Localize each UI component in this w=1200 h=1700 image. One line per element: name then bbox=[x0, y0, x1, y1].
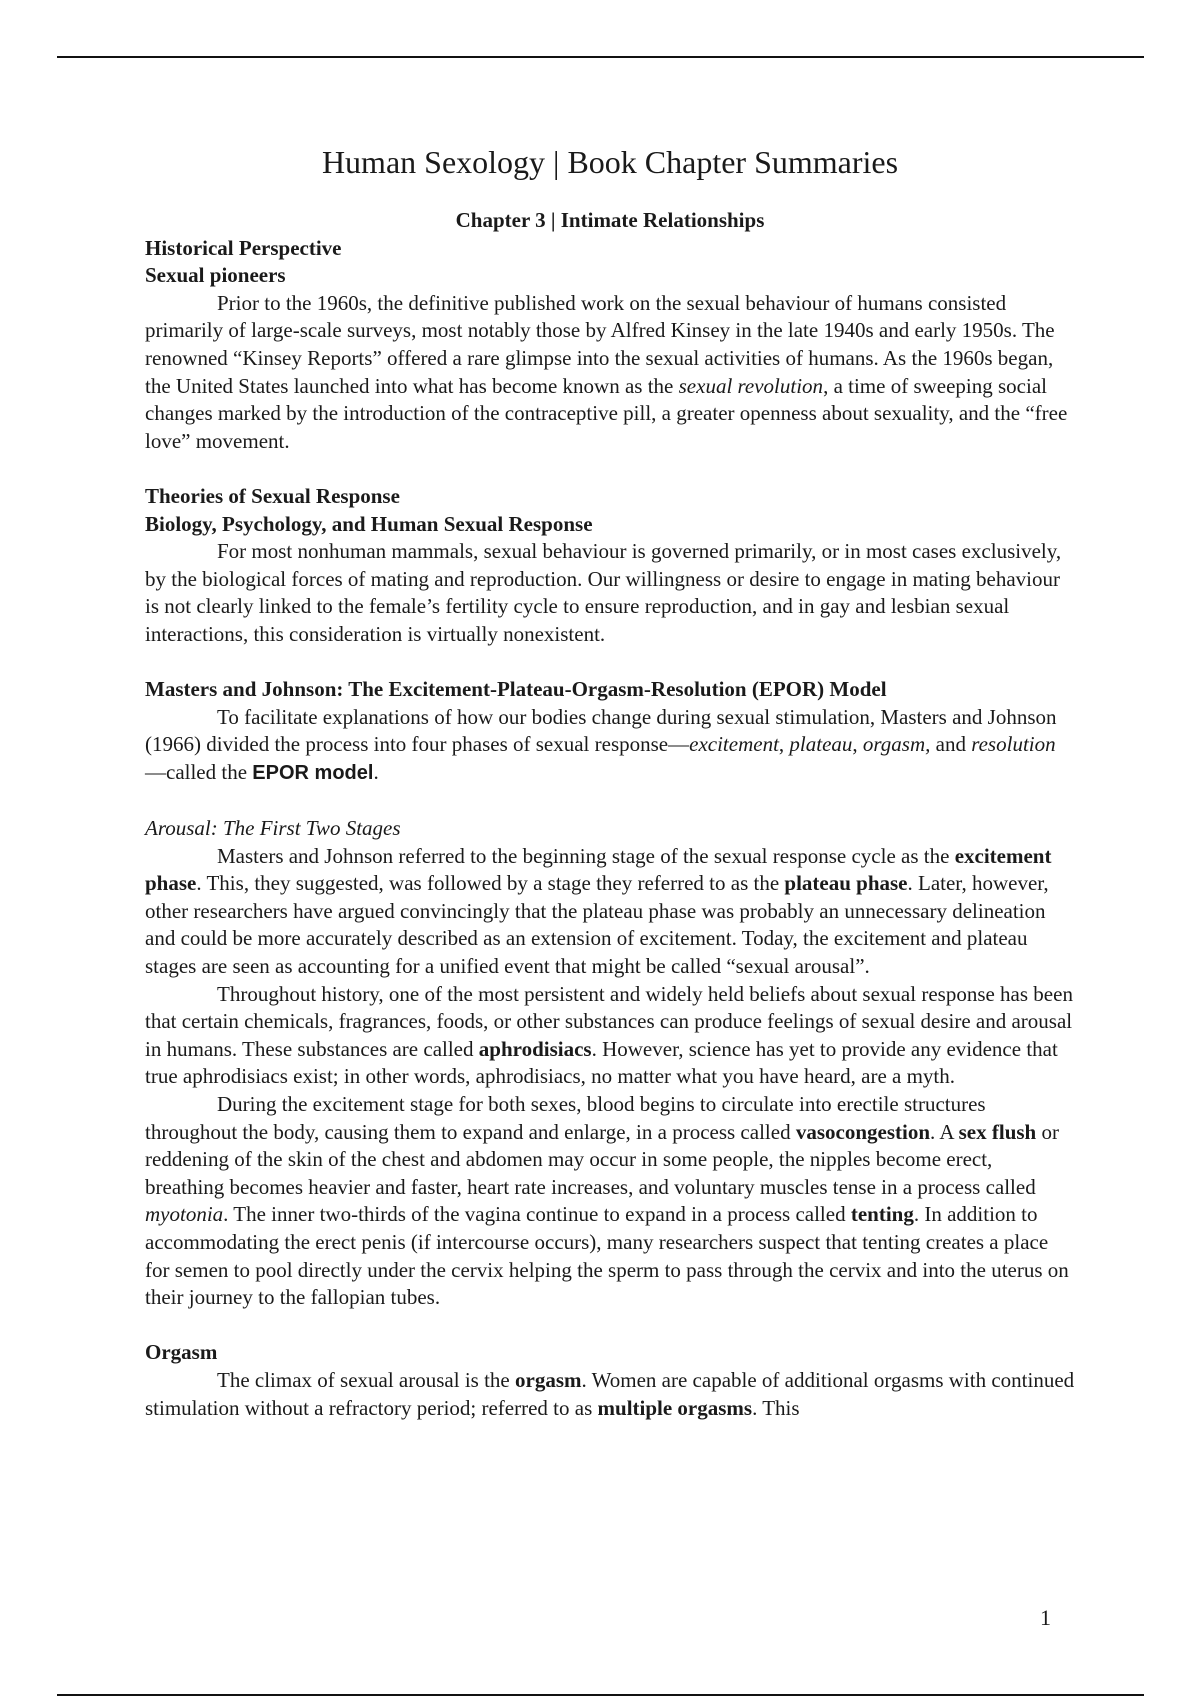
paragraph-arousal-1: Masters and Johnson referred to the beginning stage of the sexual response cycle as the excitement phase. This, they suggested, was followed by a stage they referred to as the plateau phase. Later, however, other researchers have argued convincingly that the plateau phase was probably an unnecessary delineation and could be more accurately described as an extension of excitement. Today, the excitement and plateau stages are seen as accounting for a unified event that might be called “sexual arousal”. bbox=[145, 843, 1052, 979]
page-number: 1 bbox=[1040, 1605, 1051, 1630]
paragraph-sexual-pioneers: Prior to the 1960s, the definitive published work on the sexual behaviour of humans consisted primarily of large-scale surveys, most notably those by Alfred Kinsey in the late 1940s and early 1950s. The renowned “Kinsey Reports” offered a rare glimpse into the sexual activities of humans. As the 1960s began, the United States launched into what has become known as the sexual revolution, a time of sweeping social changes marked by the introduction of the contraceptive pill, a greater openness about sexuality, and the “free love” movement. bbox=[145, 290, 1068, 453]
section-heading-theories: Theories of Sexual Response bbox=[145, 483, 400, 508]
chapter-heading: Chapter 3 | Intimate Relationships bbox=[455, 208, 765, 232]
subheading-sexual-pioneers: Sexual pioneers bbox=[145, 263, 286, 288]
document-title: Human Sexology | Book Chapter Summaries bbox=[321, 144, 899, 180]
top-rule bbox=[57, 56, 1144, 58]
section-heading-historical: Historical Perspective bbox=[145, 235, 342, 260]
subheading-biology-psychology: Biology, Psychology, and Human Sexual Response bbox=[145, 511, 593, 536]
paragraph-epor: To facilitate explanations of how our bodies change during sexual stimulation, Masters and Johnson (1966) divided the process into four phases of sexual response—excitement, plateau, orgasm, and resolution—called the EPOR model. bbox=[145, 704, 1057, 784]
section-heading-orgasm: Orgasm bbox=[145, 1340, 218, 1365]
section-heading-arousal: Arousal: The First Two Stages bbox=[145, 816, 401, 841]
section-heading-epor: Masters and Johnson: The Excitement-Plateau-Orgasm-Resolution (EPOR) Model bbox=[145, 677, 887, 702]
paragraph-biology: For most nonhuman mammals, sexual behaviour is governed primarily, or in most cases exclusively, by the biological forces of mating and reproduction. Our willingness or desire to engage in mating behaviour is not clearly linked to the female’s fertility cycle to ensure reproduction, and in gay and lesbian sexual interactions, this consideration is virtually nonexistent. bbox=[145, 539, 1062, 646]
document-page bbox=[145, 140, 1075, 1422]
paragraph-arousal-3: During the excitement stage for both sexes, blood begins to circulate into erectile structures throughout the body, causing them to expand and enlarge, in a process called vasocongestion. A sex flush or reddening of the skin of the chest and abdomen may occur in some people, the nipples become erect, breathing becomes heavier and faster, heart rate increases, and voluntary muscles tense in a process called myotonia. The inner two-thirds of the vagina continue to expand in a process called tenting. In addition to accommodating the erect penis (if intercourse occurs), many researchers suspect that tenting creates a place for semen to pool directly under the cervix helping the sperm to pass through the cervix and into the uterus on their journey to the fallopian tubes. bbox=[145, 1092, 1069, 1310]
paragraph-orgasm: The climax of sexual arousal is the orgasm. Women are capable of additional orgasms with continued stimulation without a refractory period; referred to as multiple orgasms. This bbox=[145, 1367, 1075, 1420]
bottom-rule bbox=[57, 1694, 1144, 1696]
paragraph-arousal-2: Throughout history, one of the most persistent and widely held beliefs about sexual response has been that certain chemicals, fragrances, foods, or other substances can produce feelings of sexual desire and arousal in humans. These substances are called aphrodisiacs. However, science has yet to provide any evidence that true aphrodisiacs exist; in other words, aphrodisiacs, no matter what you have heard, are a myth. bbox=[145, 981, 1073, 1089]
